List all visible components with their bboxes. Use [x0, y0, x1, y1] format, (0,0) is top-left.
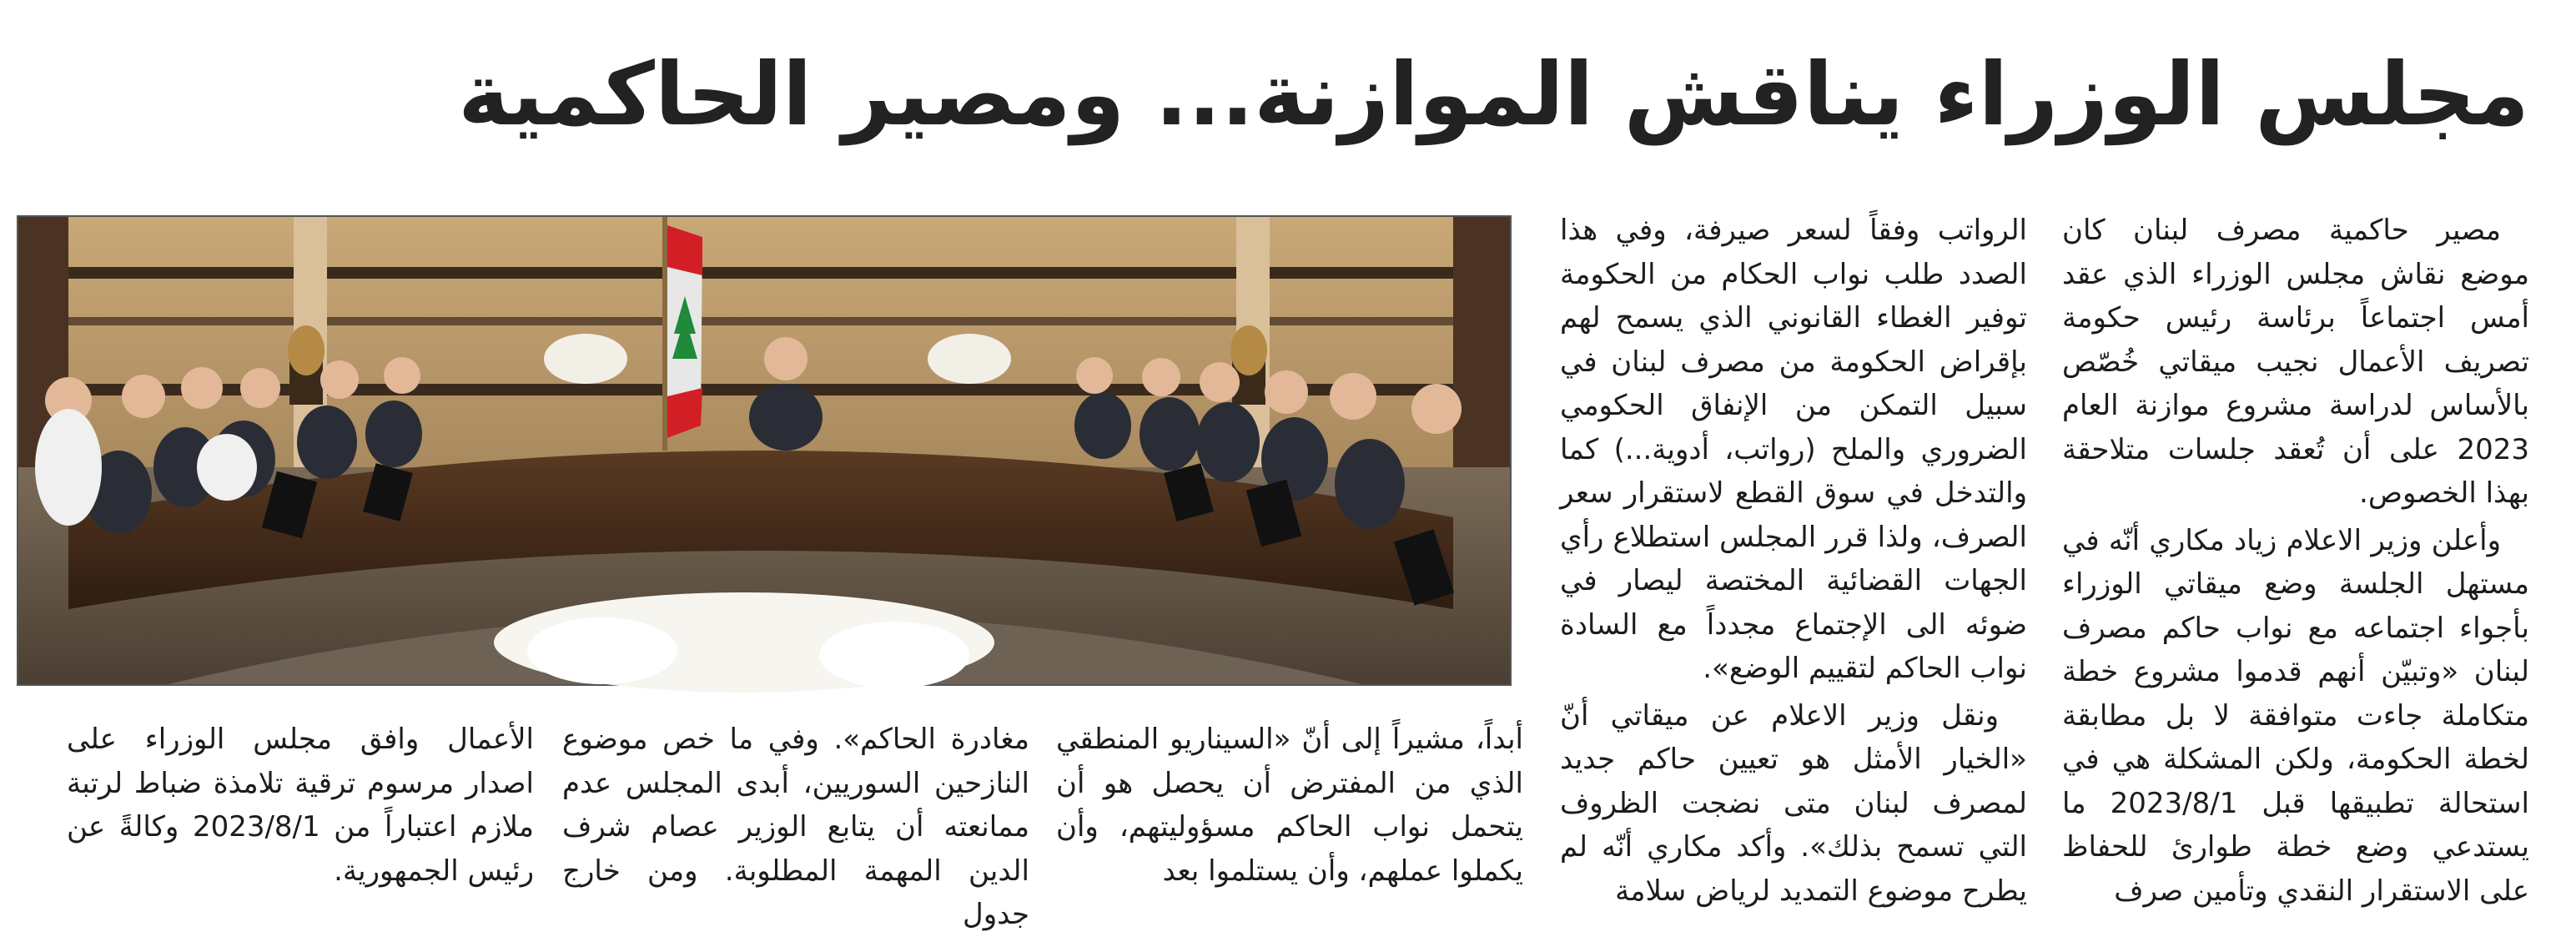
paragraph: أبداً، مشيراً إلى أنّ «السيناريو المنطقي الذي من المفترض أن يحصل هو أن يتحمل نواب الحاكم مسؤوليتهم، وأن يكملوا عملهم، وأن يستلموا بعد [1056, 723, 1523, 888]
paragraph: الرواتب وفقاً لسعر صيرفة، وفي هذا الصدد طلب نواب الحكام من الحكومة توفير الغطاء القانوني الذي يسمح لهم بإقراض الحكومة من مصرف لبنان في سبيل التمكن من الإنفاق الحكومي الضروري والملح (رواتب، أدوية...) كما والتدخل في سوق القطع لاستقرار سعر الصرف، ولذا قرر المجلس استطلاع رأي الجهات القضائية المختصة ليصار في ضوئه الى الإجتماع مجدداً مع السادة نواب الحاكم لتقييم الوضع». [1560, 214, 2027, 685]
article-column-2 [1560, 209, 2027, 908]
cabinet-meeting-photo [17, 215, 1512, 686]
headline: مجلس الوزراء يناقش الموازنة... ومصير الحاكمية [458, 43, 2529, 145]
article-column-3 [1056, 718, 1523, 901]
article-column-1 [2062, 209, 2529, 908]
article-column-4 [562, 718, 1029, 931]
article-column-5 [67, 718, 534, 901]
paragraph: الأعمال وافق مجلس الوزراء على اصدار مرسوم ترقية تلامذة ضباط لرتبة ملازم اعتباراً من 2023/8/1 وكالةً عن رئيس الجمهورية. [67, 723, 534, 888]
paragraph: وأعلن وزير الاعلام زياد مكاري أنّه في مستهل الجلسة وضع ميقاتي الوزراء بأجواء اجتماعه مع نواب حاكم مصرف لبنان «وتبيّن أنهم قدموا مشروع خطة متكاملة جاءت متوافقة لا بل مطابقة لخطة الحكومة، ولكن المشكلة هي في استحالة تطبيقها قبل 2023/8/1 ما يستدعي وضع خطة طوارئ للحفاظ على الاستقرار النقدي وتأمين صرف [2062, 523, 2529, 908]
paragraph: ونقل وزير الاعلام عن ميقاتي أنّ «الخيار الأمثل هو تعيين حاكم جديد لمصرف لبنان متى نضجت الظروف التي تسمح بذلك». وأكد مكاري أنّه لم يطرح موضوع التمديد لرياض سلامة [1560, 698, 2027, 908]
paragraph: مصير حاكمية مصرف لبنان كان موضع نقاش مجلس الوزراء الذي عقد أمس اجتماعاً برئاسة رئيس حكومة تصريف الأعمال نجيب ميقاتي خُصّص بالأساس لدراسة مشروع موازنة العام 2023 على أن تُعقد جلسات متلاحقة بهذا الخصوص. [2062, 214, 2529, 510]
paragraph: مغادرة الحاكم». وفي ما خص موضوع النازحين السوريين، أبدى المجلس عدم ممانعته أن يتابع الوزير عصام شرف الدين المهمة المطلوبة. ومن خارج جدول [562, 723, 1029, 931]
